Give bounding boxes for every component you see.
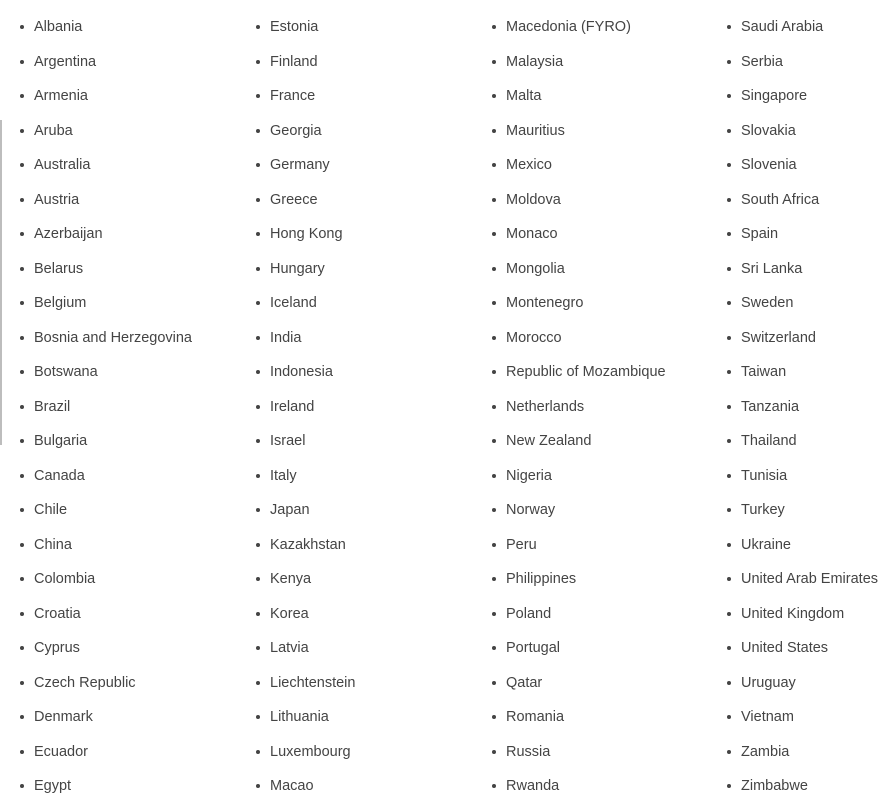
country-list-item	[492, 321, 666, 356]
country-list-item	[492, 459, 666, 494]
country-name: Sri Lanka	[741, 260, 803, 277]
country-list-item	[727, 390, 878, 425]
bullet-icon	[256, 646, 260, 650]
country-list-item	[256, 148, 355, 183]
bullet-icon	[256, 163, 260, 167]
bullet-icon	[20, 508, 24, 512]
country-name: India	[270, 329, 302, 346]
bullet-icon	[727, 129, 731, 133]
country-name: Cyprus	[34, 640, 80, 656]
country-list-item	[492, 10, 666, 45]
country-list-item	[492, 45, 666, 80]
country-name: United Arab Emirates	[741, 571, 879, 587]
country-column-2	[256, 10, 355, 804]
bullet-icon	[20, 370, 24, 374]
country-list-item	[727, 700, 878, 735]
bullet-icon	[256, 232, 260, 236]
bullet-icon	[20, 60, 24, 64]
country-name: Macao	[270, 778, 314, 794]
country-name: Lithuania	[270, 709, 329, 725]
country-list-item	[727, 528, 878, 563]
country-name: Turkey	[741, 502, 785, 518]
country-list-item	[20, 114, 192, 149]
bullet-icon	[20, 25, 24, 29]
country-column-4	[727, 10, 878, 804]
country-list-item	[20, 355, 192, 390]
country-list-item	[20, 459, 192, 494]
country-name: Israel	[270, 433, 306, 449]
bullet-icon	[492, 750, 496, 754]
country-name: Singapore	[741, 88, 808, 104]
country-name: Czech Republic	[34, 674, 136, 691]
bullet-icon	[492, 439, 496, 443]
country-list-item	[492, 183, 666, 218]
country-name: Kazakhstan	[270, 536, 346, 553]
bullet-icon	[256, 439, 260, 443]
country-list-item	[492, 769, 666, 804]
country-name: Qatar	[506, 674, 543, 691]
bullet-icon	[727, 336, 731, 340]
country-name: Netherlands	[506, 398, 585, 415]
country-list-item	[492, 666, 666, 701]
country-list-item	[727, 79, 878, 114]
bullet-icon	[20, 612, 24, 616]
country-name: Argentina	[34, 53, 97, 70]
country-name: Bulgaria	[34, 433, 88, 449]
country-list-item	[20, 493, 192, 528]
bullet-icon	[256, 474, 260, 478]
bullet-icon	[256, 543, 260, 547]
country-list-item	[20, 252, 192, 287]
country-name: Armenia	[34, 88, 88, 104]
country-list-item	[20, 10, 192, 45]
bullet-icon	[20, 232, 24, 236]
bullet-icon	[256, 60, 260, 64]
bullet-icon	[492, 232, 496, 236]
country-name: Latvia	[270, 640, 309, 656]
country-list-item	[20, 217, 192, 252]
bullet-icon	[492, 198, 496, 202]
bullet-icon	[20, 301, 24, 305]
country-list-item	[20, 735, 192, 770]
country-name: Romania	[506, 709, 565, 725]
bullet-icon	[20, 646, 24, 650]
country-list-item	[20, 390, 192, 425]
bullet-icon	[727, 474, 731, 478]
bullet-icon	[20, 163, 24, 167]
country-list-item	[20, 148, 192, 183]
country-list-item	[492, 597, 666, 632]
country-list-item	[256, 252, 355, 287]
country-name: Norway	[506, 502, 556, 518]
bullet-icon	[727, 439, 731, 443]
country-list-item	[20, 321, 192, 356]
country-list-item	[20, 79, 192, 114]
bullet-icon	[727, 25, 731, 29]
country-name: Zimbabwe	[741, 778, 808, 794]
country-list-item	[256, 79, 355, 114]
country-list-item	[20, 666, 192, 701]
bullet-icon	[492, 163, 496, 167]
country-name: Estonia	[270, 19, 319, 35]
country-name: Sweden	[741, 295, 794, 311]
country-name: Indonesia	[270, 364, 333, 380]
bullet-icon	[492, 646, 496, 650]
country-name: Finland	[270, 53, 318, 70]
bullet-icon	[256, 129, 260, 133]
country-name: Mauritius	[506, 122, 565, 139]
country-name: Malaysia	[506, 53, 564, 70]
country-name: Hong Kong	[270, 226, 343, 242]
bullet-icon	[20, 715, 24, 719]
country-list-item	[727, 252, 878, 287]
country-list-item	[727, 45, 878, 80]
bullet-icon	[20, 198, 24, 202]
bullet-icon	[492, 25, 496, 29]
bullet-icon	[727, 784, 731, 788]
country-list-item	[256, 390, 355, 425]
country-list-item	[492, 114, 666, 149]
country-name: Georgia	[270, 122, 322, 139]
country-list-item	[20, 700, 192, 735]
country-list-item	[20, 769, 192, 804]
country-name: Morocco	[506, 329, 562, 346]
country-name: Peru	[506, 536, 537, 553]
country-list-item	[20, 424, 192, 459]
country-list-item	[492, 252, 666, 287]
country-name: Croatia	[34, 605, 81, 622]
bullet-icon	[20, 336, 24, 340]
bullet-icon	[492, 94, 496, 98]
country-column-3	[492, 10, 666, 804]
country-list-item	[492, 79, 666, 114]
country-name: Chile	[34, 502, 68, 518]
bullet-icon	[727, 577, 731, 581]
country-name: Bosnia and Herzegovina	[34, 329, 192, 346]
country-name: Korea	[270, 605, 309, 622]
country-name: Russia	[506, 743, 551, 760]
country-name: Luxembourg	[270, 743, 351, 760]
country-name: Kenya	[270, 571, 312, 587]
country-list-item	[727, 769, 878, 804]
country-name: Botswana	[34, 364, 98, 380]
country-list-item	[256, 597, 355, 632]
country-name: Vietnam	[741, 709, 794, 725]
bullet-icon	[492, 474, 496, 478]
country-name: Philippines	[506, 571, 577, 587]
bullet-icon	[727, 94, 731, 98]
country-name: Japan	[270, 502, 310, 518]
bullet-icon	[492, 129, 496, 133]
country-name: Nigeria	[506, 467, 552, 484]
country-name: Tanzania	[741, 398, 800, 415]
country-name: Moldova	[506, 191, 561, 208]
country-name: Rwanda	[506, 778, 560, 794]
bullet-icon	[727, 405, 731, 409]
bullet-icon	[492, 612, 496, 616]
bullet-icon	[256, 336, 260, 340]
country-list-item	[492, 355, 666, 390]
country-list-item	[20, 286, 192, 321]
country-name: Monaco	[506, 226, 558, 242]
country-list-item	[492, 700, 666, 735]
country-list-item	[256, 459, 355, 494]
bullet-icon	[256, 370, 260, 374]
country-list-item	[20, 528, 192, 563]
country-list-item	[727, 321, 878, 356]
bullet-icon	[20, 681, 24, 685]
bullet-icon	[492, 543, 496, 547]
country-name: Australia	[34, 157, 91, 173]
country-name: Mongolia	[506, 260, 565, 277]
bullet-icon	[20, 267, 24, 271]
country-list-item	[492, 493, 666, 528]
country-name: Brazil	[34, 398, 71, 415]
country-list-item	[492, 528, 666, 563]
bullet-icon	[20, 439, 24, 443]
country-list-item	[492, 424, 666, 459]
bullet-icon	[492, 336, 496, 340]
bullet-icon	[727, 750, 731, 754]
bullet-icon	[492, 301, 496, 305]
bullet-icon	[20, 577, 24, 581]
bullet-icon	[256, 681, 260, 685]
country-name: China	[34, 536, 72, 553]
country-name: Canada	[34, 467, 85, 484]
bullet-icon	[492, 784, 496, 788]
country-list-item	[492, 286, 666, 321]
bullet-icon	[256, 784, 260, 788]
bullet-icon	[492, 715, 496, 719]
country-list-item	[727, 597, 878, 632]
left-edge-divider	[0, 120, 2, 445]
country-name: Macedonia (FYRO)	[506, 19, 631, 35]
country-name: France	[270, 88, 316, 104]
country-list-item	[727, 286, 878, 321]
bullet-icon	[727, 543, 731, 547]
country-list-item	[256, 10, 355, 45]
country-list-item	[256, 45, 355, 80]
country-name: Slovenia	[741, 157, 797, 173]
country-list-item	[492, 631, 666, 666]
country-name: Tunisia	[741, 467, 788, 484]
country-list-item	[727, 217, 878, 252]
country-list-item	[727, 493, 878, 528]
bullet-icon	[256, 508, 260, 512]
country-list-item	[727, 562, 878, 597]
country-list-item	[20, 183, 192, 218]
country-name: Serbia	[741, 53, 783, 70]
country-name: Poland	[506, 605, 552, 622]
country-name: Italy	[270, 467, 297, 484]
country-list-item	[727, 10, 878, 45]
bullet-icon	[20, 474, 24, 478]
bullet-icon	[727, 163, 731, 167]
country-name: Albania	[34, 19, 83, 35]
bullet-icon	[20, 784, 24, 788]
bullet-icon	[727, 232, 731, 236]
bullet-icon	[727, 267, 731, 271]
country-list-item	[727, 735, 878, 770]
country-list-item	[492, 390, 666, 425]
bullet-icon	[727, 681, 731, 685]
bullet-icon	[727, 715, 731, 719]
country-name: Saudi Arabia	[741, 19, 824, 35]
country-list-item	[256, 493, 355, 528]
country-list-item	[256, 424, 355, 459]
country-list-item	[492, 148, 666, 183]
country-name: Belgium	[34, 295, 87, 311]
country-list-item	[727, 183, 878, 218]
country-list-item	[256, 769, 355, 804]
country-name: Iceland	[270, 295, 317, 311]
country-list-item	[20, 562, 192, 597]
country-list-item	[256, 631, 355, 666]
country-list-item	[727, 631, 878, 666]
bullet-icon	[492, 508, 496, 512]
bullet-icon	[727, 198, 731, 202]
country-list-item	[256, 321, 355, 356]
bullet-icon	[727, 646, 731, 650]
country-name: Austria	[34, 191, 80, 208]
bullet-icon	[256, 715, 260, 719]
country-list-item	[727, 148, 878, 183]
country-list-item	[256, 562, 355, 597]
country-name: Greece	[270, 191, 318, 208]
country-name: Zambia	[741, 743, 790, 760]
bullet-icon	[727, 60, 731, 64]
country-name: Ecuador	[34, 743, 89, 760]
country-list-item	[256, 700, 355, 735]
country-list-item	[256, 666, 355, 701]
bullet-icon	[727, 612, 731, 616]
country-name: Egypt	[34, 778, 72, 794]
bullet-icon	[727, 301, 731, 305]
country-list-item	[727, 355, 878, 390]
bullet-icon	[727, 370, 731, 374]
country-list-item	[256, 286, 355, 321]
country-list-item	[256, 114, 355, 149]
country-name: Republic of Mozambique	[506, 364, 666, 380]
country-name: Thailand	[741, 433, 797, 449]
country-list-item	[492, 562, 666, 597]
country-name: United Kingdom	[741, 605, 845, 622]
bullet-icon	[20, 543, 24, 547]
country-list-item	[20, 597, 192, 632]
country-name: New Zealand	[506, 433, 592, 449]
country-name: Slovakia	[741, 122, 796, 139]
bullet-icon	[256, 577, 260, 581]
bullet-icon	[492, 60, 496, 64]
country-name: Uruguay	[741, 674, 796, 691]
country-list-item	[20, 45, 192, 80]
country-name: Hungary	[270, 260, 325, 277]
country-list-item	[492, 217, 666, 252]
bullet-icon	[492, 681, 496, 685]
country-name: South Africa	[741, 191, 820, 208]
country-list-item	[20, 631, 192, 666]
country-name: Malta	[506, 88, 542, 104]
bullet-icon	[492, 577, 496, 581]
country-name: Mexico	[506, 157, 552, 173]
country-list-item	[256, 217, 355, 252]
bullet-icon	[727, 508, 731, 512]
country-name: Germany	[270, 157, 330, 173]
bullet-icon	[492, 405, 496, 409]
bullet-icon	[256, 301, 260, 305]
country-name: Denmark	[34, 709, 93, 725]
bullet-icon	[492, 370, 496, 374]
country-name: Colombia	[34, 571, 96, 587]
country-column-1	[20, 10, 192, 804]
country-list-item	[727, 666, 878, 701]
country-name: Ukraine	[741, 536, 791, 553]
country-name: Montenegro	[506, 295, 584, 311]
bullet-icon	[256, 405, 260, 409]
country-name: Aruba	[34, 122, 73, 139]
bullet-icon	[256, 612, 260, 616]
country-list-item	[256, 735, 355, 770]
bullet-icon	[256, 750, 260, 754]
country-name: Belarus	[34, 260, 84, 277]
country-list-item	[256, 355, 355, 390]
country-name: Liechtenstein	[270, 674, 356, 691]
bullet-icon	[20, 94, 24, 98]
country-name: Portugal	[506, 640, 561, 656]
country-list-item	[256, 183, 355, 218]
bullet-icon	[20, 750, 24, 754]
country-name: Spain	[741, 226, 779, 242]
country-name: Ireland	[270, 398, 315, 415]
bullet-icon	[256, 94, 260, 98]
bullet-icon	[492, 267, 496, 271]
country-list-item	[492, 735, 666, 770]
country-list-item	[727, 424, 878, 459]
country-name: Switzerland	[741, 329, 816, 346]
bullet-icon	[20, 129, 24, 133]
bullet-icon	[20, 405, 24, 409]
country-name: Azerbaijan	[34, 226, 103, 242]
bullet-icon	[256, 25, 260, 29]
country-name: United States	[741, 640, 829, 656]
country-name: Taiwan	[741, 364, 787, 380]
bullet-icon	[256, 267, 260, 271]
country-list-item	[727, 114, 878, 149]
country-list-item	[727, 459, 878, 494]
bullet-icon	[256, 198, 260, 202]
country-list-item	[256, 528, 355, 563]
